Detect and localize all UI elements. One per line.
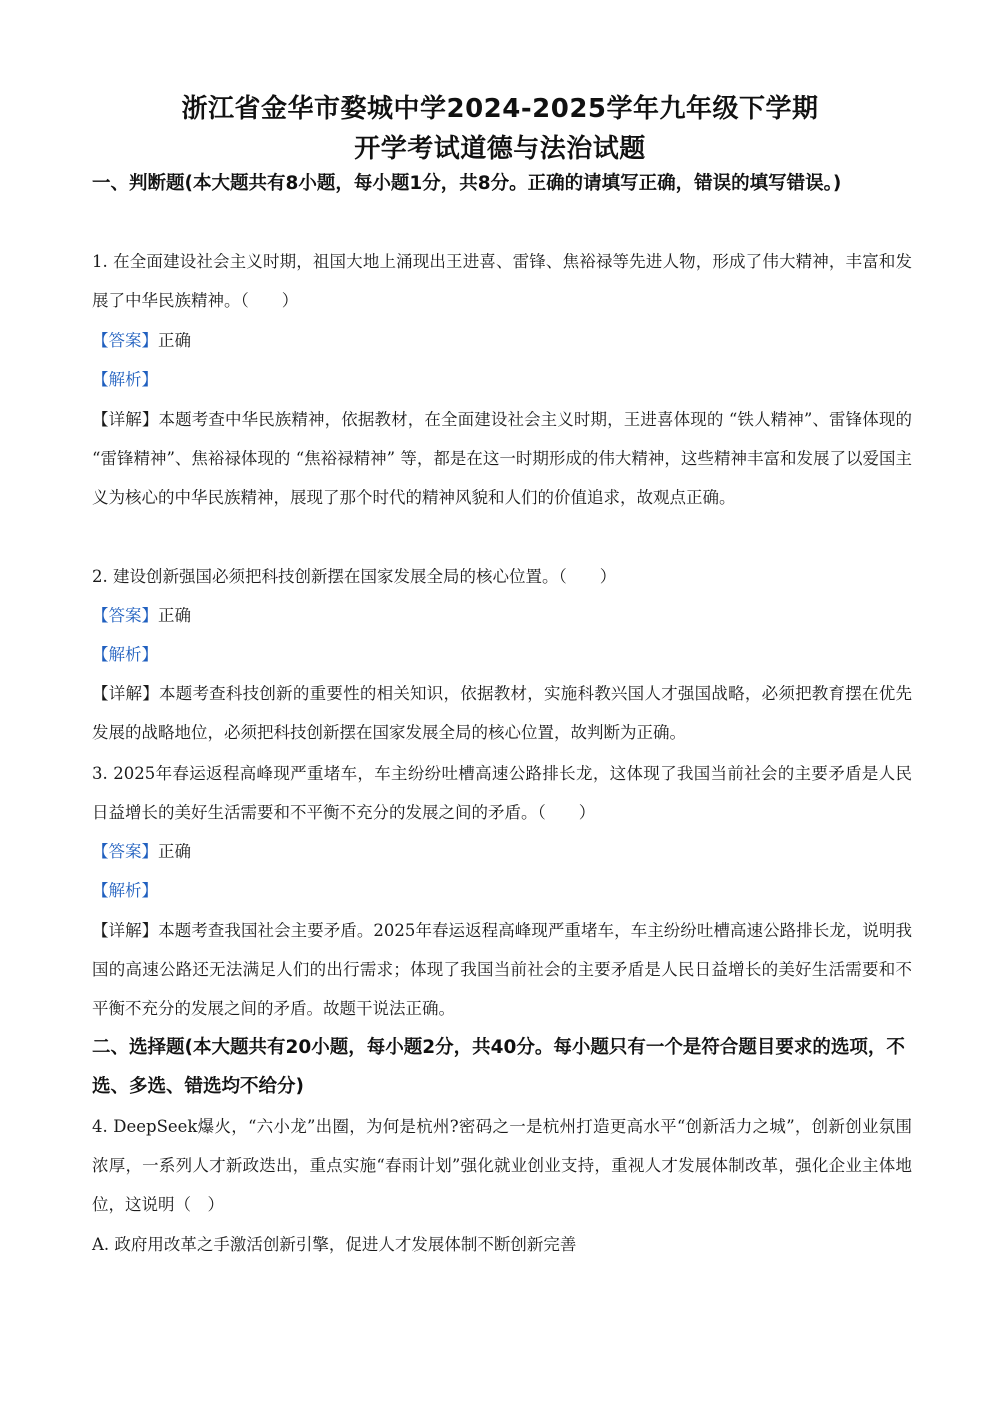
- section1-heading: 一、判断题(本大题共有8小题，每小题1分，共8分。正确的请填写正确，错误的填写错误。): [92, 173, 842, 194]
- q2-detail-text: 本题考查科技创新的重要性的相关知识，依据教材，实施科教兴国人才强国战略，必须把教育摆在优先发展的战略地位，必须把科技创新摆在国家发展全局的核心位置，故判断为正确。: [92, 684, 913, 742]
- q3-answer-value: 正确: [158, 842, 191, 861]
- document-title-line1: 浙江省金华市婺城中学2024-2025学年九年级下学期: [181, 94, 819, 124]
- detail-label: 【详解】: [92, 410, 159, 429]
- analysis-label: 【解析】: [92, 881, 158, 900]
- q2-detail: [92, 674, 912, 752]
- q1-detail: [92, 400, 912, 517]
- question-1: 1. 在全面建设社会主义时期，祖国大地上涌现出王进喜、雷锋、焦裕禄等先进人物，形成了伟大精神，丰富和发展了中华民族精神。（ ）: [92, 252, 912, 310]
- detail-label: 【详解】: [92, 921, 159, 940]
- q3-detail-text: 本题考查我国社会主要矛盾。2025年春运返程高峰现严重堵车，车主纷纷吐槽高速公路排长龙，说明我国的高速公路还无法满足人们的出行需求；体现了我国当前社会的主要矛盾是人民日益增长的美好生活需要和不平衡不充分的发展之间的矛盾。故题干说法正确。: [92, 921, 912, 1018]
- question-4: 4. DeepSeek爆火，“六小龙”出圈，为何是杭州?密码之一是杭州打造更高水平“创新活力之城”，创新创业氛围浓厚，一系列人才新政迭出，重点实施“春雨计划”强化就业创业支持，重视人才发展体制改革，强化企业主体地位，这说明（ ）: [92, 1117, 912, 1214]
- answer-label: 【答案】: [92, 331, 158, 350]
- q1-answer: [92, 321, 912, 360]
- q2-analysis-label: [92, 635, 912, 674]
- answer-label: 【答案】: [92, 606, 158, 625]
- question-2: 2. 建设创新强国必须把科技创新摆在国家发展全局的核心位置。（ ）: [92, 567, 617, 586]
- detail-label: 【详解】: [92, 684, 159, 703]
- q1-answer-value: 正确: [158, 331, 191, 350]
- question-3: 3. 2025年春运返程高峰现严重堵车，车主纷纷吐槽高速公路排长龙，这体现了我国当前社会的主要矛盾是人民日益增长的美好生活需要和不平衡不充分的发展之间的矛盾。（ ）: [92, 764, 912, 822]
- analysis-label: 【解析】: [92, 645, 158, 664]
- q2-answer-value: 正确: [158, 606, 191, 625]
- q4-option-a: A. 政府用改革之手激活创新引擎，促进人才发展体制不断创新完善: [92, 1235, 577, 1254]
- q2-answer: [92, 596, 912, 635]
- section2-heading: 二、选择题(本大题共有20小题，每小题2分，共40分。每小题只有一个是符合题目要求的选项，不选、多选、错选均不给分): [92, 1037, 905, 1097]
- document-title-line2: 开学考试道德与法治试题: [354, 134, 646, 164]
- q3-analysis-label: [92, 871, 912, 910]
- q1-detail-text: 本题考查中华民族精神，依据教材，在全面建设社会主义时期，王进喜体现的 “铁人精神”、雷锋体现的 “雷锋精神”、焦裕禄体现的 “焦裕禄精神” 等，都是在这一时期形成的伟大精神，这些精神丰富和发展了以爱国主义为核心的中华民族精神，展现了那个时代的精神风貌和人们的价值追求，故观点正确。: [92, 410, 913, 507]
- analysis-label: 【解析】: [92, 370, 158, 389]
- q3-detail: [92, 911, 912, 1028]
- q1-analysis-label: [92, 360, 912, 399]
- answer-label: 【答案】: [92, 842, 158, 861]
- q3-answer: [92, 832, 912, 871]
